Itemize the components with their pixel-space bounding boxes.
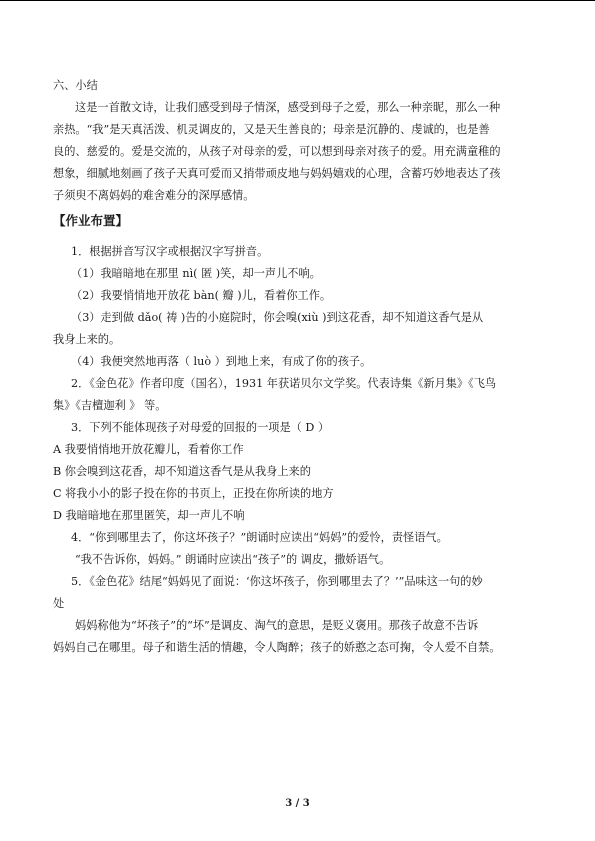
page-number: 3 / 3: [285, 798, 310, 809]
question-1: 1．根据拼音写汉字或根据汉字写拼音。: [71, 245, 269, 258]
homework-list: [53, 241, 543, 659]
option-a: A 我要悄悄地开放花瓣儿，看着你工作: [53, 443, 244, 456]
question-4: 4．“你到哪里去了，你这坏孩子？”朗诵时应读出“妈妈”的爱怜，责怪语气。: [71, 531, 448, 544]
question-1-item: （3）走到做 dǎo( 祷 )告的小庭院时，你会嗅(xiù )到这花香，却不知道这香气是从: [71, 311, 484, 324]
option-b: B 你会嗅到这花香，却不知道这香气是从我身上来的: [53, 465, 311, 478]
question-2: 2．《金色花》作者印度（国名），1931 年获诺贝尔文学奖。代表诗集《新月集》《飞鸟: [71, 377, 497, 390]
answer-line: 妈妈自己在哪里。母子和谐生活的情趣，令人陶醉；孩子的娇憨之态可掬，令人爱不自禁。: [53, 641, 501, 654]
answer-line: 妈妈称他为“坏孩子”的“坏”是调皮、淘气的意思，是贬义褒用。那孩子故意不告诉: [75, 619, 479, 632]
summary-paragraph: [53, 97, 543, 207]
paragraph-line: 亲热。“我”是天真活泼、机灵调皮的，又是天生善良的；母亲是沉静的、虔诚的，也是善: [53, 123, 490, 136]
homework-heading: 【作业布置】: [53, 213, 129, 228]
question-4-answer: “我不告诉你，妈妈。” 朗诵时应读出“孩子”的 调皮，撒娇语气。: [75, 553, 391, 566]
paragraph-line: 想象，细腻地刻画了孩子天真可爱而又捎带顽皮地与妈妈嬉戏的心理，含蓄巧妙地表达了孩: [53, 167, 501, 180]
question-2-continued: 集》《吉檀迦利 》 等。: [53, 399, 167, 412]
option-c: C 将我小小的影子投在你的书页上，正投在你所读的地方: [53, 487, 334, 500]
question-1-item: （2）我要悄悄地开放花 bàn( 瓣 )儿，看着你工作。: [71, 289, 332, 302]
option-d: D 我暗暗地在那里匿笑，却一声儿不响: [53, 509, 245, 522]
section-title: 六、小结: [53, 79, 98, 92]
paragraph-line: 良的、慈爱的。爱是交流的，从孩子对母亲的爱，可以想到母亲对孩子的爱。用充满童稚的: [53, 145, 501, 158]
paragraph-line: 这是一首散文诗，让我们感受到母子情深，感受到母子之爱，那么一种亲昵，那么一种: [75, 101, 501, 114]
question-1-item: （1）我暗暗地在那里 nì( 匿 )笑，却一声儿不响。: [71, 267, 321, 280]
question-3: 3．下列不能体现孩子对母爱的回报的一项是（ D ）: [71, 421, 330, 434]
question-5-continued: 处: [53, 597, 65, 610]
header-rule: [0, 0, 595, 1]
document-body: [53, 75, 543, 659]
paragraph-line: 子须臾不离妈妈的难舍难分的深厚感情。: [53, 189, 255, 202]
question-1-item: （4）我便突然地再落（ luò ）到地上来，有成了你的孩子。: [71, 355, 372, 368]
question-1-item-continued: 我身上来的。: [53, 333, 121, 346]
question-5: 5．《金色花》结尾“妈妈见了面说：‘你这坏孩子，你到哪里去了？’”品味这一句的妙: [71, 575, 483, 588]
